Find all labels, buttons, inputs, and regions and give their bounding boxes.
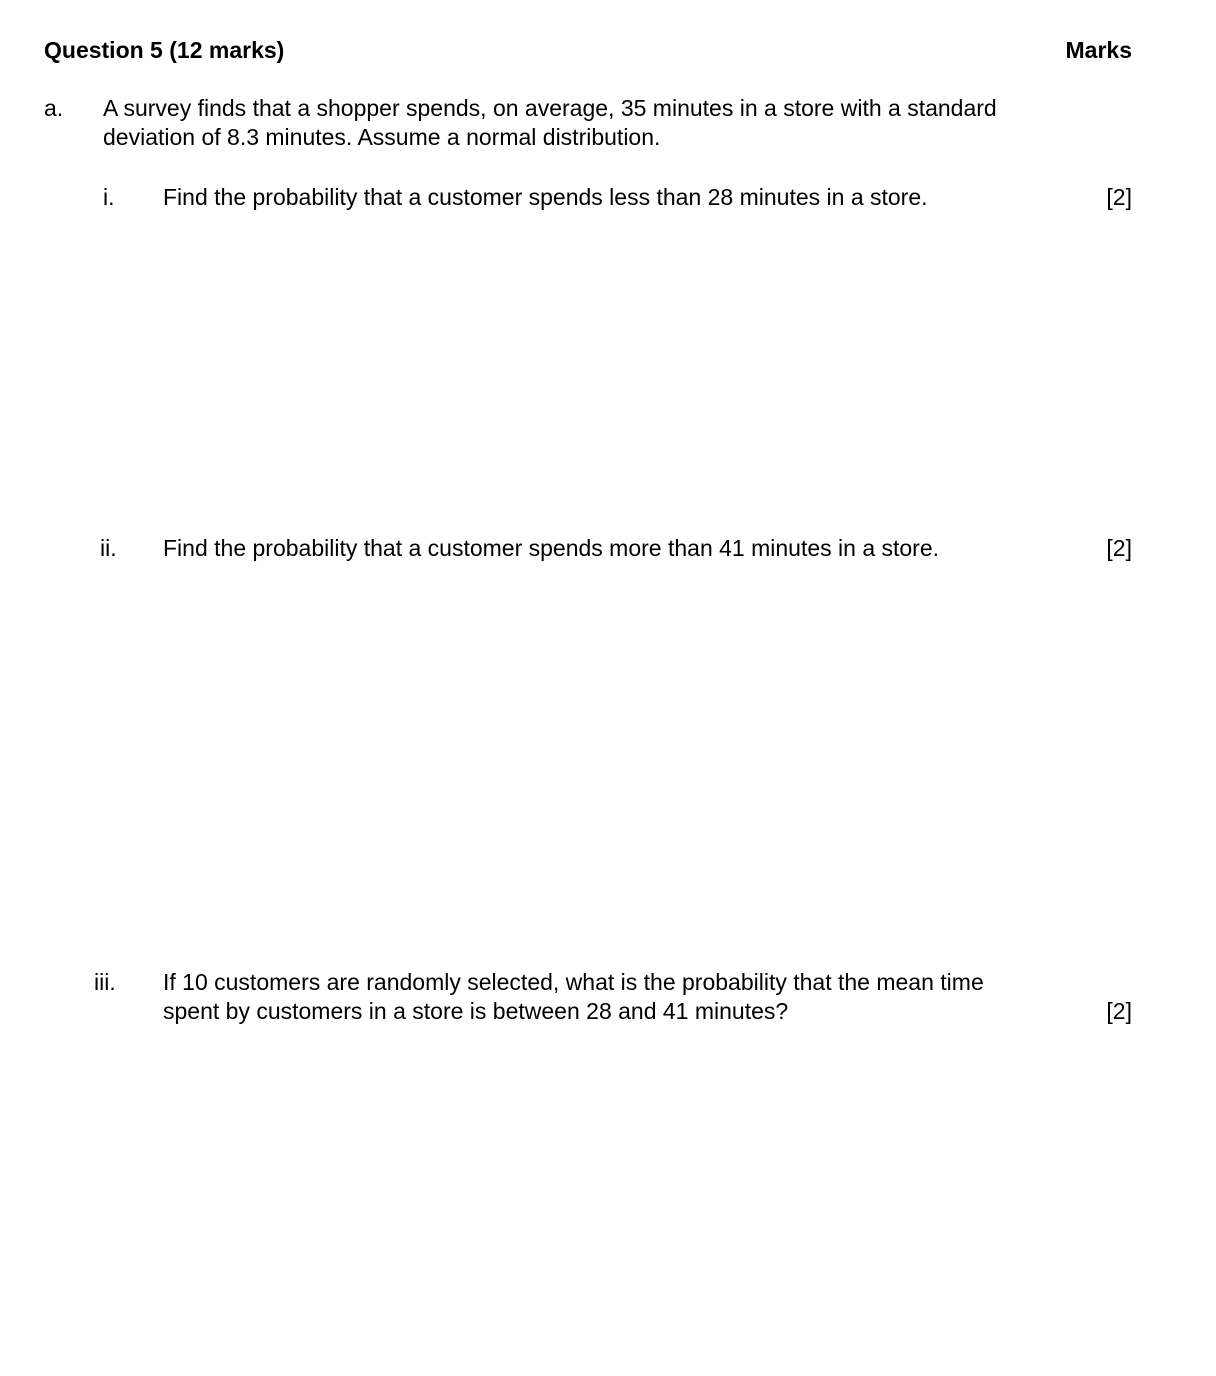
subpart-ii-text: Find the probability that a customer spends more than 41 minutes in a store.	[163, 535, 940, 561]
part-a-stem-line2: deviation of 8.3 minutes. Assume a normal distribution.	[103, 124, 661, 150]
subpart-i-marks: [2]	[1106, 184, 1132, 210]
subpart-iii-marks: [2]	[1106, 998, 1132, 1024]
subpart-i-label: i.	[103, 184, 115, 210]
part-a-stem-line1: A survey finds that a shopper spends, on average, 35 minutes in a store with a standard	[103, 95, 997, 121]
subpart-iii-text-line2: spent by customers in a store is between 28 and 41 minutes?	[163, 998, 789, 1024]
marks-column-heading: Marks	[1065, 37, 1132, 63]
subpart-i-text: Find the probability that a customer spends less than 28 minutes in a store.	[163, 184, 928, 210]
subpart-iii-text-line1: If 10 customers are randomly selected, what is the probability that the mean time	[163, 969, 984, 995]
question-title: Question 5 (12 marks)	[44, 37, 285, 63]
subpart-ii-marks: [2]	[1106, 535, 1132, 561]
subpart-ii-label: ii.	[100, 535, 117, 561]
subpart-iii-label: iii.	[94, 969, 116, 995]
part-a-label: a.	[44, 95, 64, 121]
